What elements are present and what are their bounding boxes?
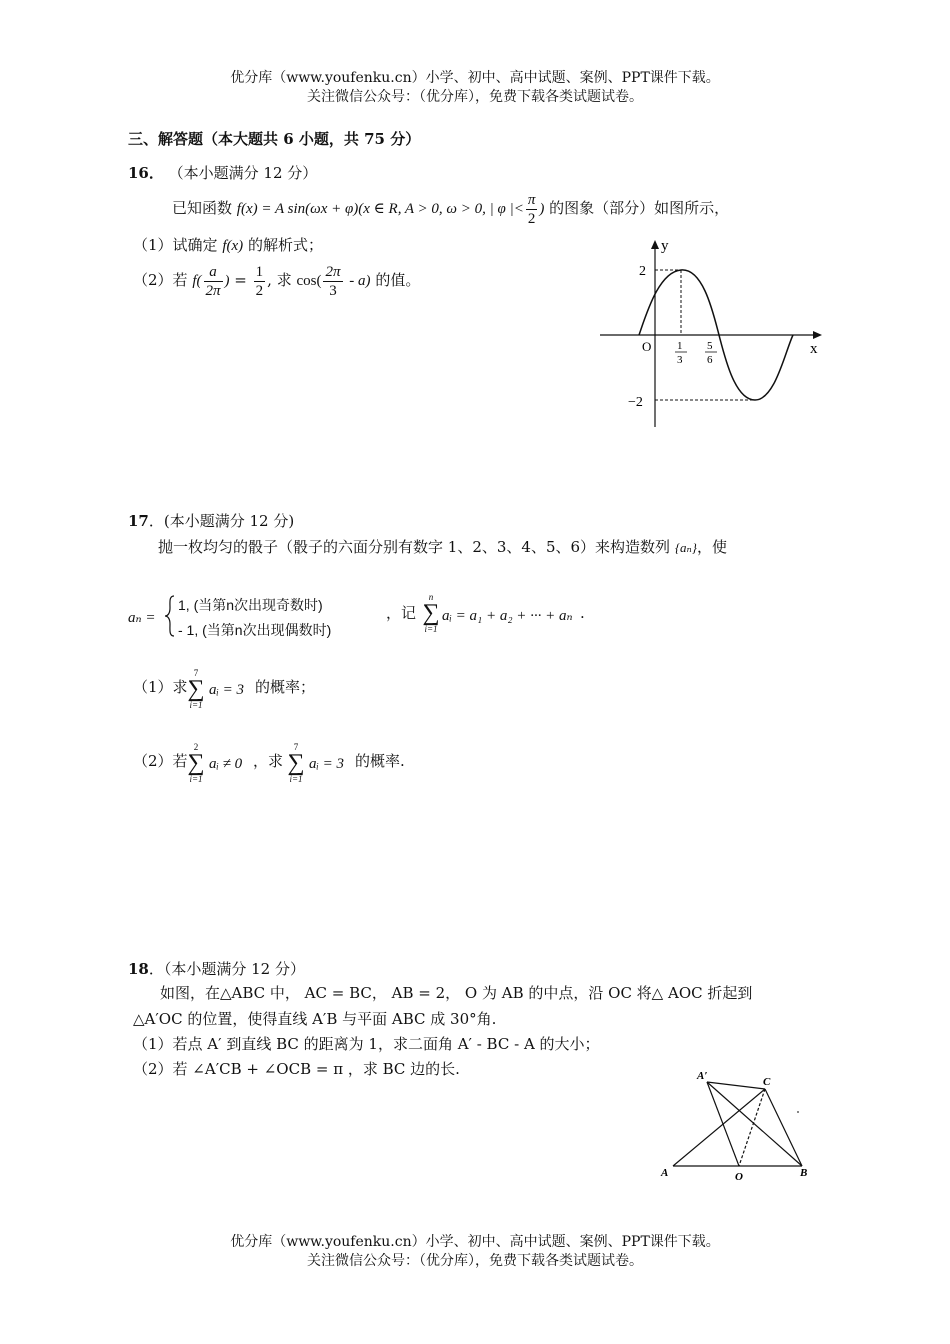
q16-part2-prefix: （2）若 bbox=[133, 271, 188, 289]
q17-part2-sum2 bbox=[287, 742, 305, 784]
q18-part2: （2）若 ∠A′CB + ∠OCB = π ，求 BC 边的长. bbox=[133, 1060, 460, 1078]
q16-part2-ask: , 求 bbox=[267, 271, 292, 289]
q16-intro: 已知函数 f(x) = A sin(ωx + φ)(x ∈ R, A > 0, ω > 0, | φ |< $\frac{\pi}{2}$ ) 的图象（部分）如图所示， bbox=[172, 191, 730, 227]
q17-part2-sum1-bottom: i=1 bbox=[189, 774, 203, 784]
q17-end: . bbox=[580, 604, 585, 622]
q16-pi-over-2 bbox=[526, 191, 538, 228]
footer-line-1: 优分库（www.youfenku.cn）小学、初中、高中试题、案例、PPT课件下载。 bbox=[230, 1234, 720, 1250]
q16-sine-graph bbox=[595, 232, 835, 432]
graph-origin: O bbox=[642, 339, 652, 354]
edge-AC bbox=[673, 1089, 765, 1166]
q16-intro-suffix: 的图象（部分）如图所示， bbox=[549, 199, 730, 217]
edge-CB bbox=[765, 1089, 802, 1166]
q16-part2-suffix: 的值。 bbox=[375, 271, 421, 289]
q18-line-2: △A′OC 的位置，使得直线 A′B 与平面 ABC 成 30°角. bbox=[133, 1010, 497, 1028]
q17-brace-icon bbox=[164, 594, 176, 638]
graph-tick2-num: 5 bbox=[707, 340, 713, 352]
q17-part1-prefix: （1）求 bbox=[133, 678, 188, 696]
q17-part2-suffix: 的概率. bbox=[355, 752, 405, 770]
q17-sum-bottom: i=1 bbox=[424, 624, 438, 634]
label-A: A bbox=[661, 1167, 669, 1179]
q16-part2-f: f bbox=[192, 273, 197, 289]
q17-part1-suffix: 的概率； bbox=[255, 678, 316, 696]
q17-case-even: - 1, (当第n次出现偶数时) bbox=[178, 622, 332, 638]
header-line-1: 优分库（www.youfenku.cn）小学、初中、高中试题、案例、PPT课件下载。 bbox=[230, 70, 720, 86]
q17-score: ．(本小题满分 12 分) bbox=[148, 512, 295, 530]
graph-x-arrow-icon bbox=[813, 331, 822, 339]
q16-part2-2pi-over-3 bbox=[323, 263, 342, 300]
graph-y-label: y bbox=[661, 238, 669, 254]
q17-part1-expr: aᵢ = 3 bbox=[209, 682, 244, 698]
footer-line-2: 关注微信公众号：（优分库），免费下载各类试题试卷。 bbox=[307, 1253, 643, 1269]
q16-part1 bbox=[133, 234, 323, 255]
label-B: B bbox=[800, 1167, 808, 1179]
q16-header bbox=[128, 162, 317, 183]
graph-ymin-label: −2 bbox=[628, 395, 643, 410]
q16-intro-prefix: 已知函数 bbox=[172, 199, 233, 217]
graph-tick2-den: 6 bbox=[707, 354, 713, 366]
sigma-icon: ∑ bbox=[187, 750, 205, 776]
q16-number: 16． bbox=[128, 164, 164, 182]
q16-part2-half-num: 1 bbox=[255, 263, 264, 280]
q17-part2-sum2-bottom: i=1 bbox=[289, 774, 303, 784]
q16-part2-half bbox=[254, 263, 266, 300]
q17-part2-expr1: aᵢ ≠ 0 bbox=[209, 756, 243, 772]
q17-part1-sum-bottom: i=1 bbox=[189, 700, 203, 710]
q16-part2-tail: - a) bbox=[349, 273, 371, 289]
q17-an: aₙ = bbox=[128, 610, 156, 626]
q17-intro-end: ，使 bbox=[697, 538, 728, 556]
edge-A1C bbox=[707, 1082, 765, 1089]
q16-part2-3: 3 bbox=[329, 282, 337, 299]
q16-part2-a: a bbox=[204, 263, 223, 282]
q18-line-1: 如图，在△ABC 中， AC = BC， AB = 2， O 为 AB 的中点，沿 OC 将△ AOC 折起到 bbox=[160, 984, 753, 1002]
label-C: C bbox=[763, 1076, 771, 1088]
sigma-icon: ∑ bbox=[287, 750, 305, 776]
q18-score: ．（本小题满分 12 分） bbox=[148, 960, 305, 978]
sigma-icon: ∑ bbox=[422, 600, 440, 626]
graph-tick1-den: 3 bbox=[677, 354, 683, 366]
q17-part1-sum-top: 7 bbox=[193, 668, 199, 678]
q17-sum-expr: aᵢ = a₁ + a₂ + ··· + aₙ bbox=[442, 608, 573, 624]
graph-ymax-label: 2 bbox=[639, 264, 646, 279]
graph-y-arrow-icon bbox=[651, 240, 659, 249]
q17-sum bbox=[422, 592, 440, 634]
q17-part1-sum bbox=[187, 668, 205, 710]
q16-part2-2pi-num: 2π bbox=[325, 263, 341, 280]
q16-part2-a-over-2pi bbox=[204, 263, 223, 300]
q17-intro bbox=[158, 536, 727, 557]
q17-part2-expr2: aᵢ = 3 bbox=[309, 756, 344, 772]
q18-part1: （1）若点 A′ 到直线 BC 的距离为 1，求二面角 A′ - BC - A 的大小； bbox=[133, 1035, 600, 1053]
q16-part1-fx: f(x) bbox=[222, 238, 244, 254]
q17-intro-text: 抛一枚均匀的骰子（骰子的六面分别有数字 1、2、3、4、5、6）来构造数列 bbox=[158, 538, 671, 556]
q17-part2-mid: ，求 bbox=[253, 752, 284, 770]
q17-part2 bbox=[133, 742, 513, 794]
q17-case-odd: 1, (当第n次出现奇数时) bbox=[178, 597, 323, 613]
q17-sum-top: n bbox=[428, 592, 434, 602]
q16-part2-half-den: 2 bbox=[255, 282, 264, 299]
sigma-icon: ∑ bbox=[187, 676, 205, 702]
q17-part2-prefix: （2）若 bbox=[133, 752, 188, 770]
q17-header bbox=[128, 510, 294, 531]
q17-seq: {aₙ} bbox=[674, 540, 697, 555]
q16-part2: （2）若 f( $\frac{a}{2\pi}$ ) = $\frac{1}{2}$ , 求 cos( $\frac{2\pi}{3}$ - a) 的值。 bbox=[133, 263, 421, 299]
q16-part1-suffix: 的解析式； bbox=[247, 236, 323, 254]
edge-A1B bbox=[707, 1082, 802, 1166]
section-title: 三、解答题（本大题共 6 小题，共 75 分） bbox=[128, 130, 421, 148]
q17-part2-sum1 bbox=[187, 742, 205, 784]
q16-two: 2 bbox=[527, 210, 536, 227]
q16-part2-2pi: 2π bbox=[205, 282, 221, 299]
q16-formula: f(x) = A sin(ωx + φ)(x ∈ R, A > 0, ω > 0, | φ |< bbox=[236, 201, 524, 217]
q16-part2-cos: cos( bbox=[296, 273, 322, 289]
q17-number: 17 bbox=[128, 512, 149, 530]
q16-part1-prefix: （1）试确定 bbox=[133, 236, 218, 254]
q17-part2-sum2-top: 7 bbox=[293, 742, 299, 752]
q18-number: 18 bbox=[128, 960, 149, 978]
q16-pi: π bbox=[527, 191, 536, 208]
q18-fold-figure bbox=[655, 1068, 820, 1183]
q17-note: ，记 bbox=[386, 604, 417, 622]
graph-x-label: x bbox=[810, 341, 818, 357]
q18-header bbox=[128, 958, 305, 979]
q16-part2-eq: = bbox=[234, 271, 247, 289]
label-A1: A′ bbox=[697, 1070, 708, 1082]
q17-part2-sum1-top: 2 bbox=[193, 742, 199, 752]
graph-tick1-num: 1 bbox=[677, 340, 683, 352]
q16-score: （本小题满分 12 分） bbox=[168, 164, 318, 182]
header-line-2: 关注微信公众号：（优分库），免费下载各类试题试卷。 bbox=[307, 89, 643, 105]
label-O: O bbox=[735, 1171, 743, 1183]
